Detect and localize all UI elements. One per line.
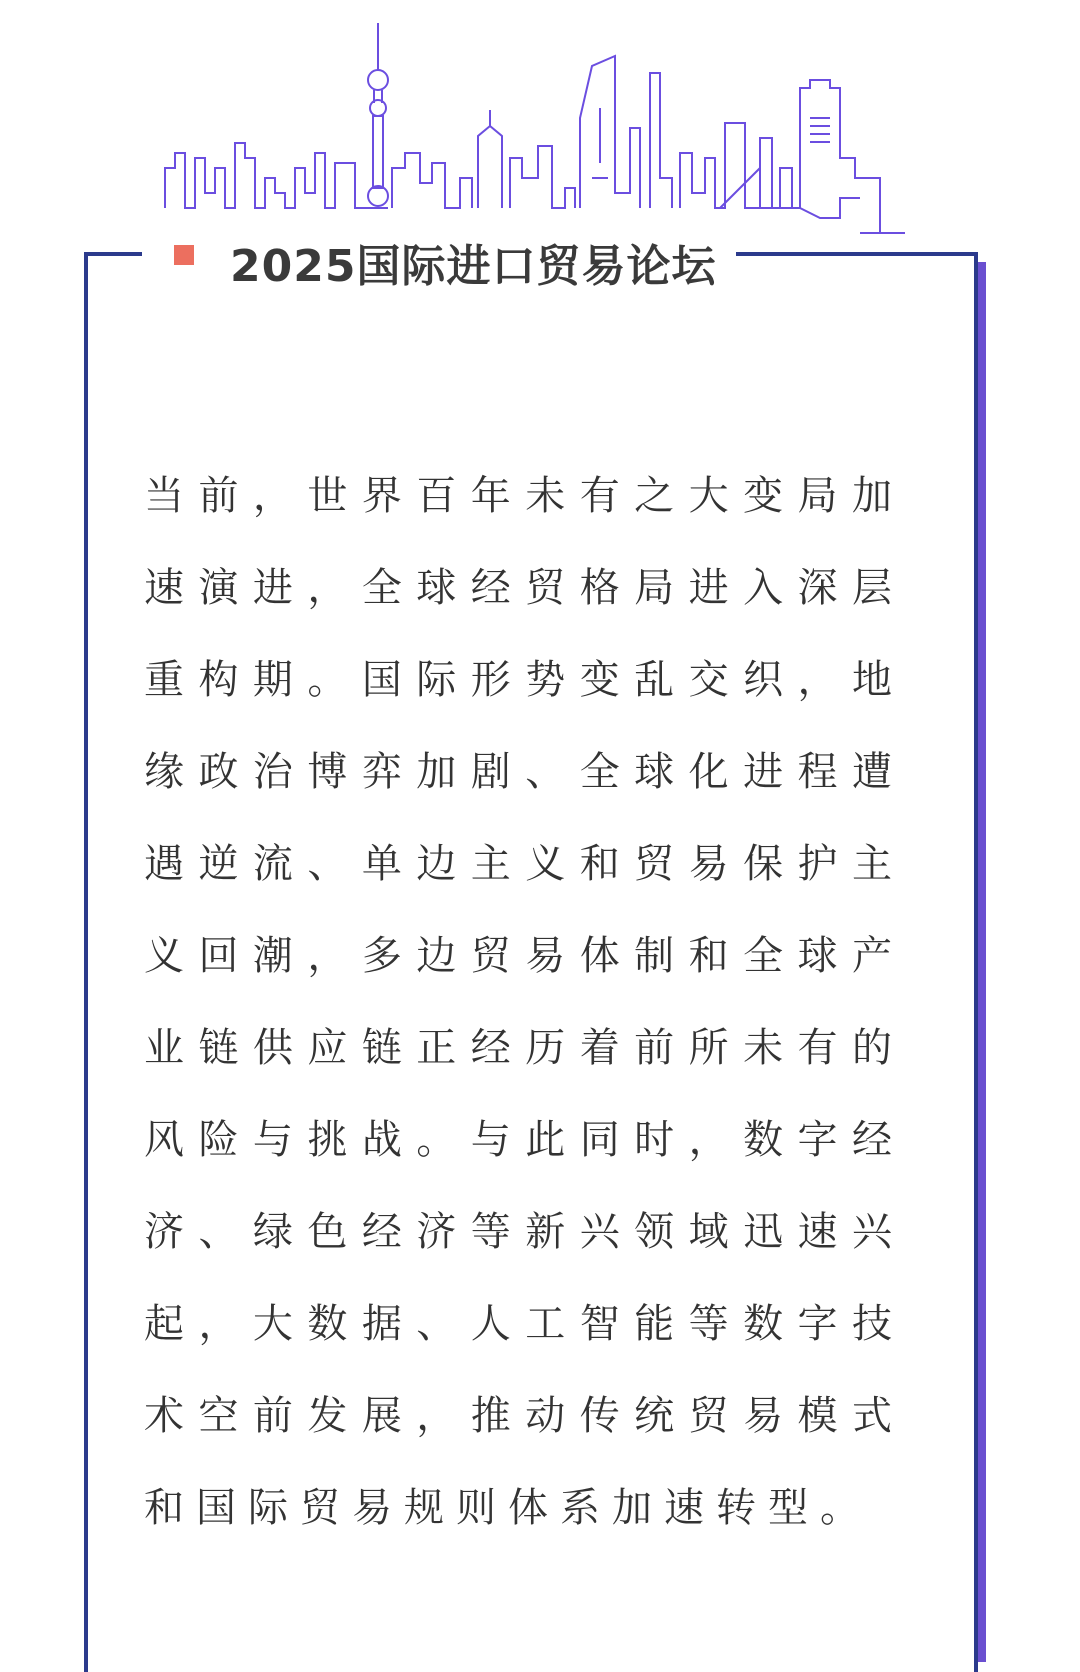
city-skyline-illustration	[160, 18, 905, 243]
square-marker-icon	[174, 245, 194, 265]
article-paragraph: 当前，世界百年未有之大变局加速演进，全球经贸格局进入深层重构期。国际形势变乱交织，地缘政治博弈加剧、全球化进程遭遇逆流、单边主义和贸易保护主义回潮，多边贸易体制和全球产业链供应链正经历着前所未有的风险与挑战。与此同时，数字经济、绿色经济等新兴领域迅速兴起，大数据、人工智能等数字技术空前发展，推动传统贸易模式和国际贸易规则体系加速转型。	[144, 473, 904, 1531]
title-bar	[142, 232, 736, 292]
page-title: 2025国际进口贸易论坛	[230, 241, 717, 292]
